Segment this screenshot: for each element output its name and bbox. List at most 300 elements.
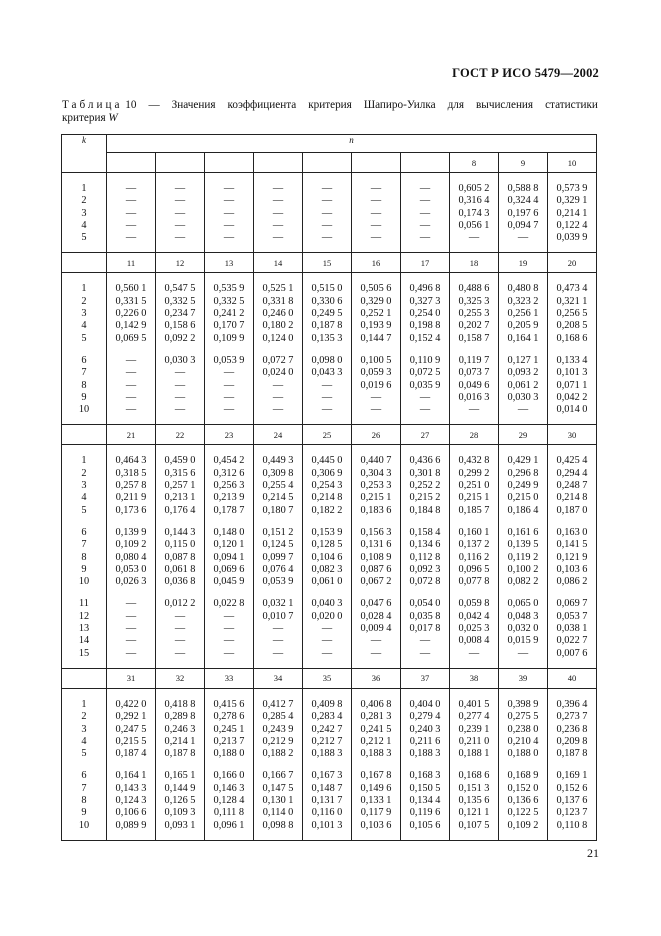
n-value-cell: 24 (254, 425, 303, 445)
coefficient-cell (352, 688, 401, 840)
coefficient-value: 0,187 8 (311, 320, 343, 332)
coefficient-value: 0,327 3 (409, 295, 441, 307)
coefficient-value: 0,178 7 (213, 504, 245, 516)
coefficient-value: — (223, 183, 235, 194)
coefficient-value: — (125, 183, 137, 194)
coefficient-value: 0,101 3 (556, 367, 588, 379)
k-value: 3 (81, 723, 87, 735)
group-gap (352, 588, 400, 598)
k-spacer-cell (62, 668, 107, 688)
coefficient-value: 0,144 9 (164, 782, 196, 794)
group-gap (548, 345, 596, 355)
coefficient-value: 0,136 6 (507, 794, 539, 806)
n-value-cell: 9 (499, 153, 548, 173)
n-column-header: n (107, 135, 597, 153)
coefficient-value: 0,010 7 (262, 610, 294, 622)
coefficient-value: — (272, 623, 284, 635)
coefficient-value: 0,087 6 (360, 563, 392, 575)
coefficient-value: 0,024 0 (262, 367, 294, 379)
n-value-cell: 11 (107, 253, 156, 273)
coefficient-value: 0,135 3 (311, 332, 343, 344)
coefficient-value: 0,039 9 (556, 232, 588, 244)
n-value-cell: 12 (156, 253, 205, 273)
coefficient-value: — (272, 219, 284, 231)
k-value: 3 (81, 207, 87, 219)
coefficient-value: 0,144 3 (164, 526, 196, 538)
coefficient-value: 0,315 6 (164, 467, 196, 479)
coefficient-value: 0,306 9 (311, 467, 343, 479)
caption-word: критерия (308, 99, 352, 111)
k-value: 15 (78, 647, 90, 659)
caption-table-label: Таблица 10 (62, 99, 137, 111)
k-value: 2 (81, 195, 87, 207)
n-value-cell: 19 (499, 253, 548, 273)
coefficient-value: 0,318 5 (115, 467, 147, 479)
group-gap (254, 760, 302, 770)
coefficient-value: 0,130 1 (262, 794, 294, 806)
coefficient-value: 0,573 9 (556, 183, 588, 194)
coefficient-value: — (321, 623, 333, 635)
coefficient-cell (156, 445, 205, 668)
coefficient-value: 0,249 5 (311, 308, 343, 320)
coefficient-value: 0,072 5 (409, 367, 441, 379)
coefficient-value: — (125, 379, 137, 391)
coefficient-value: 0,030 3 (164, 354, 196, 366)
n-values-row (62, 425, 597, 445)
group-gap (303, 588, 351, 598)
document-id-header: ГОСТ Р ИСО 5479—2002 (452, 66, 599, 80)
coefficient-cell (156, 173, 205, 253)
coefficient-value: 0,077 8 (458, 576, 490, 588)
coefficient-value: 0,246 0 (262, 308, 294, 320)
coefficient-value: — (272, 207, 284, 219)
coefficient-value: 0,152 4 (409, 332, 441, 344)
coefficient-cell (303, 688, 352, 840)
coefficient-value: 0,188 3 (409, 748, 441, 760)
coefficient-value: 0,182 2 (311, 504, 343, 516)
coefficient-value: 0,121 1 (458, 807, 490, 819)
coefficient-value: 0,133 4 (556, 354, 588, 366)
coefficient-value: — (370, 404, 382, 416)
coefficient-value: — (174, 610, 186, 622)
coefficient-value: 0,069 5 (115, 332, 147, 344)
coefficient-value: — (223, 647, 235, 659)
coefficient-value: 0,080 4 (115, 551, 147, 563)
coefficient-value: 0,240 3 (409, 723, 441, 735)
coefficient-value: 0,014 0 (556, 404, 588, 416)
group-gap (548, 588, 596, 598)
group-gap (156, 345, 204, 355)
group-gap (205, 517, 253, 527)
coefficient-cell (352, 173, 401, 253)
coefficient-value: 0,257 8 (115, 480, 147, 492)
coefficient-cell (254, 273, 303, 425)
coefficient-cell (499, 688, 548, 840)
coefficient-value: 0,131 6 (360, 539, 392, 551)
coefficient-value: 0,185 7 (458, 504, 490, 516)
coefficient-value: — (223, 207, 235, 219)
coefficient-value: — (125, 647, 137, 659)
coefficient-value: 0,406 8 (360, 698, 392, 710)
page-number: 21 (587, 846, 599, 860)
coefficient-value: 0,249 9 (507, 480, 539, 492)
coefficient-cell (450, 445, 499, 668)
coefficient-value: 0,316 4 (458, 195, 490, 207)
coefficient-value: 0,331 8 (262, 295, 294, 307)
coefficient-value: — (321, 183, 333, 194)
coefficient-value: 0,082 2 (507, 576, 539, 588)
coefficient-value: 0,425 4 (556, 455, 588, 467)
coefficient-value: — (272, 404, 284, 416)
coefficient-value: — (272, 183, 284, 194)
coefficient-value: 0,121 9 (556, 551, 588, 563)
coefficient-cell (401, 273, 450, 425)
coefficient-value: 0,071 1 (556, 379, 588, 391)
coefficient-value: 0,036 8 (164, 576, 196, 588)
coefficient-value: 0,156 3 (360, 526, 392, 538)
coefficient-value: 0,093 2 (507, 367, 539, 379)
coefficient-value: 0,253 3 (360, 480, 392, 492)
coefficient-value: — (321, 219, 333, 231)
coefficient-block-row (62, 445, 597, 668)
coefficient-value: — (419, 391, 431, 403)
coefficient-value: 0,042 4 (458, 610, 490, 622)
coefficient-cell (254, 445, 303, 668)
coefficient-value: — (272, 232, 284, 244)
k-value: 7 (81, 539, 87, 551)
k-value: 6 (81, 354, 87, 366)
k-value: 2 (81, 467, 87, 479)
n-value-cell: 26 (352, 425, 401, 445)
coefficient-value: 0,505 6 (360, 283, 392, 295)
coefficient-value: — (125, 207, 137, 219)
coefficient-value: — (174, 219, 186, 231)
coefficient-value: 0,275 5 (507, 711, 539, 723)
coefficient-value: 0,096 5 (458, 563, 490, 575)
coefficient-value: 0,072 7 (262, 354, 294, 366)
coefficient-value: 0,047 6 (360, 598, 392, 610)
coefficient-value: 0,251 0 (458, 480, 490, 492)
k-value: 5 (81, 504, 87, 516)
n-value-cell (107, 153, 156, 173)
coefficient-value: — (419, 219, 431, 231)
coefficient-value: 0,124 5 (262, 539, 294, 551)
group-gap (107, 760, 155, 770)
coefficient-value: 0,089 9 (115, 819, 147, 831)
coefficient-value: 0,120 1 (213, 539, 245, 551)
coefficient-value: 0,100 5 (360, 354, 392, 366)
coefficient-value: — (125, 354, 137, 366)
n-value-cell (352, 153, 401, 173)
coefficient-value: — (419, 635, 431, 647)
coefficient-value: 0,151 2 (262, 526, 294, 538)
coefficient-value: 0,119 7 (458, 354, 490, 366)
coefficient-value: 0,092 2 (164, 332, 196, 344)
coefficient-value: 0,012 2 (164, 598, 196, 610)
coefficient-value: 0,277 4 (458, 711, 490, 723)
k-value: 10 (78, 819, 90, 831)
coefficient-value: 0,112 8 (409, 551, 441, 563)
k-value: 1 (81, 283, 87, 295)
coefficient-value: — (419, 183, 431, 194)
n-value-cell: 31 (107, 668, 156, 688)
coefficient-value: 0,086 2 (556, 576, 588, 588)
coefficient-value: 0,299 2 (458, 467, 490, 479)
coefficient-value: 0,131 7 (311, 794, 343, 806)
group-gap (352, 345, 400, 355)
coefficient-value: 0,205 9 (507, 320, 539, 332)
group-gap (156, 760, 204, 770)
coefficient-value: — (125, 610, 137, 622)
coefficient-value: 0,214 1 (556, 207, 588, 219)
coefficient-value: 0,116 0 (311, 807, 343, 819)
coefficient-value: — (125, 195, 137, 207)
coefficient-value: 0,128 4 (213, 794, 245, 806)
n-value-cell (254, 153, 303, 173)
coefficient-cell (303, 273, 352, 425)
coefficient-value: 0,312 6 (213, 467, 245, 479)
group-gap (205, 588, 253, 598)
coefficient-cell (205, 173, 254, 253)
coefficient-value: 0,043 3 (311, 367, 343, 379)
group-gap (254, 345, 302, 355)
coefficient-value: 0,122 4 (556, 219, 588, 231)
coefficient-value: 0,147 5 (262, 782, 294, 794)
coefficient-cell (548, 445, 597, 668)
coefficient-value: — (125, 367, 137, 379)
group-gap (254, 588, 302, 598)
coefficient-value: 0,094 1 (213, 551, 245, 563)
coefficient-value: 0,445 0 (311, 455, 343, 467)
coefficient-cell (352, 273, 401, 425)
coefficient-value: — (174, 635, 186, 647)
coefficient-value: 0,164 1 (115, 770, 147, 782)
coefficient-value: 0,153 9 (311, 526, 343, 538)
k-value: 3 (81, 480, 87, 492)
coefficient-value: 0,110 8 (556, 819, 588, 831)
coefficient-value: 0,436 6 (409, 455, 441, 467)
coefficient-value: 0,188 3 (360, 748, 392, 760)
coefficient-value: — (125, 598, 137, 610)
coefficient-value: 0,056 1 (458, 219, 490, 231)
coefficient-value: 0,168 3 (409, 770, 441, 782)
coefficient-value: 0,103 6 (360, 819, 392, 831)
coefficient-value: 0,488 6 (458, 283, 490, 295)
n-value-cell: 16 (352, 253, 401, 273)
group-gap (401, 588, 449, 598)
coefficient-value: — (223, 610, 235, 622)
k-value: 12 (78, 610, 90, 622)
coefficient-value: — (174, 367, 186, 379)
coefficient-value: 0,158 4 (409, 526, 441, 538)
coefficient-value: 0,142 9 (115, 320, 147, 332)
coefficient-value: 0,180 7 (262, 504, 294, 516)
coefficient-value: 0,119 6 (409, 807, 441, 819)
coefficient-value: — (370, 232, 382, 244)
coefficient-value: 0,279 4 (409, 711, 441, 723)
coefficient-value: 0,117 9 (360, 807, 392, 819)
coefficient-value: — (125, 635, 137, 647)
coefficient-value: — (272, 647, 284, 659)
k-value: 5 (81, 748, 87, 760)
group-gap (450, 588, 498, 598)
coefficient-value: 0,294 4 (556, 467, 588, 479)
coefficient-value: 0,053 9 (262, 576, 294, 588)
group-gap (499, 588, 547, 598)
coefficient-value: 0,076 4 (262, 563, 294, 575)
coefficient-cell (401, 173, 450, 253)
group-gap (548, 517, 596, 527)
caption-line-1 (62, 99, 598, 112)
statistic-symbol: W (108, 112, 118, 124)
coefficient-value: 0,139 9 (115, 526, 147, 538)
coefficient-value: 0,107 5 (458, 819, 490, 831)
coefficient-value: 0,422 0 (115, 698, 147, 710)
coefficient-value: 0,176 4 (164, 504, 196, 516)
coefficient-value: 0,211 9 (115, 492, 147, 504)
coefficient-value: 0,238 0 (507, 723, 539, 735)
group-gap (107, 345, 155, 355)
coefficient-value: 0,161 6 (507, 526, 539, 538)
group-gap (450, 760, 498, 770)
coefficient-value: 0,193 9 (360, 320, 392, 332)
coefficient-value: 0,432 8 (458, 455, 490, 467)
coefficient-value: 0,515 0 (311, 283, 343, 295)
group-gap (62, 760, 106, 770)
coefficient-value: — (174, 404, 186, 416)
coefficient-value: 0,072 8 (409, 576, 441, 588)
coefficient-value: — (174, 391, 186, 403)
coefficient-value: 0,588 8 (507, 183, 539, 194)
coefficient-value: 0,197 6 (507, 207, 539, 219)
coefficient-value: 0,059 3 (360, 367, 392, 379)
coefficient-value: 0,061 8 (164, 563, 196, 575)
coefficient-value: 0,163 0 (556, 526, 588, 538)
coefficient-value: 0,134 4 (409, 794, 441, 806)
n-values-row (62, 668, 597, 688)
k-value: 5 (81, 232, 87, 244)
coefficient-value: 0,116 2 (458, 551, 490, 563)
k-value: 7 (81, 367, 87, 379)
coefficient-value: 0,212 1 (360, 735, 392, 747)
coefficient-cell (303, 445, 352, 668)
coefficient-cell (303, 173, 352, 253)
coefficient-value: 0,215 0 (507, 492, 539, 504)
k-values-cell (62, 273, 107, 425)
coefficient-value: — (370, 219, 382, 231)
coefficient-value: 0,210 4 (507, 735, 539, 747)
coefficient-value: 0,164 1 (507, 332, 539, 344)
coefficient-value: 0,166 0 (213, 770, 245, 782)
k-values-cell (62, 688, 107, 840)
n-values-row (62, 253, 597, 273)
coefficient-value: — (419, 647, 431, 659)
coefficient-value: 0,158 7 (458, 332, 490, 344)
coefficient-value: 0,173 6 (115, 504, 147, 516)
coefficient-value: 0,087 8 (164, 551, 196, 563)
coefficient-value: 0,180 2 (262, 320, 294, 332)
coefficient-value: 0,187 8 (164, 748, 196, 760)
coefficient-value: 0,069 7 (556, 598, 588, 610)
coefficient-value: 0,017 8 (409, 623, 441, 635)
group-gap (352, 517, 400, 527)
coefficient-value: 0,239 1 (458, 723, 490, 735)
coefficient-value: 0,283 4 (311, 711, 343, 723)
coefficient-value: 0,109 2 (115, 539, 147, 551)
k-spacer-cell (62, 253, 107, 273)
coefficient-value: 0,094 7 (507, 219, 539, 231)
coefficient-value: 0,137 6 (556, 794, 588, 806)
coefficient-value: 0,160 1 (458, 526, 490, 538)
coefficient-value: 0,065 0 (507, 598, 539, 610)
coefficient-value: 0,020 0 (311, 610, 343, 622)
group-gap (107, 588, 155, 598)
n-value-cell: 13 (205, 253, 254, 273)
coefficient-value: — (125, 404, 137, 416)
n-value-cell: 37 (401, 668, 450, 688)
coefficient-value: 0,019 6 (360, 379, 392, 391)
coefficient-value: 0,114 0 (262, 807, 294, 819)
coefficient-cell (450, 173, 499, 253)
caption-word: Значения (171, 99, 216, 111)
coefficient-value: 0,209 8 (556, 735, 588, 747)
k-value: 1 (81, 183, 87, 194)
coefficient-value: 0,329 1 (556, 195, 588, 207)
coefficient-value: 0,324 4 (507, 195, 539, 207)
coefficient-value: 0,188 0 (507, 748, 539, 760)
coefficient-value: 0,053 0 (115, 563, 147, 575)
coefficient-value: 0,325 3 (458, 295, 490, 307)
coefficient-value: 0,278 6 (213, 711, 245, 723)
coefficient-value: 0,049 6 (458, 379, 490, 391)
coefficient-value: 0,038 1 (556, 623, 588, 635)
k-value: 10 (78, 576, 90, 588)
coefficient-value: 0,103 6 (556, 563, 588, 575)
coefficient-value: — (223, 379, 235, 391)
coefficient-value: 0,605 2 (458, 183, 490, 194)
coefficient-value: 0,214 5 (262, 492, 294, 504)
n-value-cell: 17 (401, 253, 450, 273)
n-value-cell: 38 (450, 668, 499, 688)
coefficient-value: 0,245 1 (213, 723, 245, 735)
coefficient-cell (548, 688, 597, 840)
coefficient-value: — (370, 391, 382, 403)
coefficient-value: 0,108 9 (360, 551, 392, 563)
coefficient-value: — (370, 183, 382, 194)
coefficient-value: 0,247 5 (115, 723, 147, 735)
group-gap (499, 517, 547, 527)
coefficient-block-row (62, 688, 597, 840)
coefficient-value: — (174, 207, 186, 219)
coefficient-value: 0,309 8 (262, 467, 294, 479)
coefficient-value: 0,167 8 (360, 770, 392, 782)
coefficient-value: 0,560 1 (115, 283, 147, 295)
coefficient-value: — (125, 623, 137, 635)
group-gap (303, 760, 351, 770)
coefficient-value: 0,188 0 (213, 748, 245, 760)
coefficient-value: 0,169 1 (556, 770, 588, 782)
coefficient-value: — (321, 232, 333, 244)
coefficient-value: 0,069 6 (213, 563, 245, 575)
coefficient-value: — (370, 207, 382, 219)
n-value-cell: 23 (205, 425, 254, 445)
coefficient-value: 0,242 7 (311, 723, 343, 735)
group-gap (401, 345, 449, 355)
coefficient-value: — (174, 232, 186, 244)
coefficient-value: — (370, 195, 382, 207)
coefficient-value: 0,015 9 (507, 635, 539, 647)
coefficient-value: 0,028 4 (360, 610, 392, 622)
